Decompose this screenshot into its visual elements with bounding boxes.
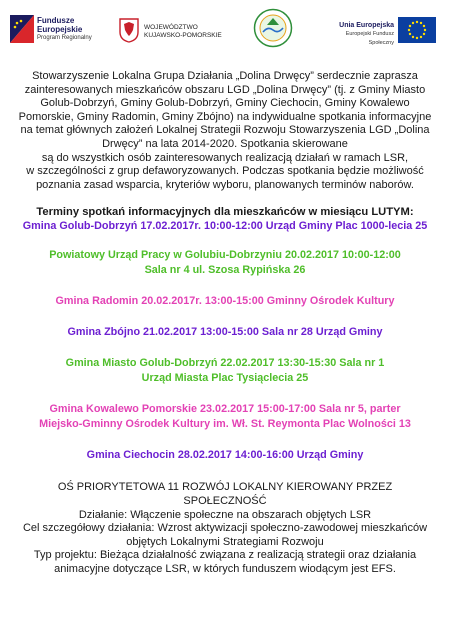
footer-line: Cel szczegółowy działania: Wzrost aktywizacji społeczno-zawodowej mieszkańców (22, 522, 428, 535)
intro-line: Golub-Dobrzyń, Gminy Golub-Dobrzyń, Gminy Ciechocin, Gminy Kowalewo (40, 97, 410, 110)
meetings-list (8, 219, 442, 463)
intro-line: Pomorskie, Gminy Radomin, Gminy Zbójno) na indywidualne spotkania informacyjne (18, 110, 432, 123)
meeting-line: Powiatowy Urząd Pracy w Golubiu-Dobrzyniu 20.02.2017 10:00-12:00 (49, 249, 401, 262)
meeting-line: Sala nr 4 ul. Szosa Rypińska 26 (144, 264, 306, 277)
intro-line: na temat głównych założeń Lokalnej Strategii Rozwoju Stowarzyszenia LGD „Dolina (20, 124, 430, 137)
meeting-line: Gmina Kowalewo Pomorskie 23.02.2017 15:00-17:00 Sala nr 5, parter (49, 403, 401, 416)
unia-europejska-logo (322, 16, 440, 44)
intro-line: Drwęcy” na lata 2014-2020. Spotkania skierowane (102, 137, 348, 150)
project-info (8, 481, 442, 576)
lgd-dolina-drwecy-badge (253, 8, 293, 48)
footer-line: objętych Lokalnymi Strategiami Rozwoju (126, 535, 324, 548)
meeting-item (8, 448, 442, 463)
meeting-line: Miejsko-Gminny Ośrodek Kultury im. Wł. St. Reymonta Plac Wolności 13 (39, 418, 411, 431)
ue-line1: Unia Europejska (339, 22, 394, 29)
meeting-item (8, 219, 442, 234)
footer-line: Typ projektu: Bieżąca działalność związana z realizacją strategii oraz działania (33, 549, 417, 562)
meeting-item (8, 356, 442, 386)
intro-paragraph (8, 70, 442, 192)
announcement (8, 70, 442, 577)
intro-line: w szczególności z grup defaworyzowanych. Podczas spotkania będzie możliwość (26, 165, 424, 178)
logo-bar (0, 0, 450, 62)
intro-line: zainteresowanych mieszkańców obszaru LGD „Dolina Drwęcy” (tj. z Gminy Miasto (24, 83, 426, 96)
footer-line: Działanie: Włączenie społeczne na obszarach objętych LSR (78, 508, 372, 521)
footer-line: animacyjne dotyczące LSR, w których funduszem wiodącym jest EFS. (54, 562, 396, 575)
meeting-line: Gmina Zbójno 21.02.2017 13:00-15:00 Sala nr 28 Urząd Gminy (67, 326, 383, 339)
meeting-item (8, 248, 442, 278)
wojewodztwo-line1: WOJEWÓDZTWO (144, 24, 198, 31)
meeting-line: Gmina Miasto Golub-Dobrzyń 22.02.2017 13:30-15:30 Sala nr 1 (65, 357, 385, 370)
fundusze-line2: Europejskie (37, 25, 83, 34)
intro-line: poznania zasad wsparcia, kryteriów wyboru, planowanych terminów naborów. (36, 178, 414, 191)
meeting-line: Gmina Ciechocin 28.02.2017 14:00-16:00 Urząd Gminy (86, 449, 364, 462)
fundusze-line3: Program Regionalny (37, 35, 92, 41)
crest-icon (119, 18, 139, 43)
intro-line: są do wszystkich osób zainteresowanych realizacją działań w ramach LSR, (41, 151, 409, 164)
meeting-item (8, 325, 442, 340)
fundusze-line1: Fundusze (37, 16, 75, 25)
intro-line: Stowarzyszenie Lokalna Grupa Działania „Dolina Drwęcy” serdecznie zaprasza (32, 70, 418, 82)
eu-flag-icon (398, 17, 436, 43)
meeting-line: Gmina Golub-Dobrzyń 17.02.2017r. 10:00-12:00 Urząd Gminy Plac 1000-lecia 25 (22, 220, 428, 233)
footer-line: SPOŁECZNOŚĆ (183, 494, 267, 507)
fundusze-europejskie-logo (10, 14, 114, 46)
meeting-line: Gmina Radomin 20.02.2017r. 13:00-15:00 Gminny Ośrodek Kultury (55, 295, 395, 308)
meeting-item (8, 294, 442, 309)
ue-line2: Europejski Fundusz Społeczny (345, 31, 394, 46)
meeting-line: Urząd Miasta Plac Tysiąclecia 25 (141, 372, 309, 385)
fundusze-europejskie-icon (10, 15, 34, 43)
meeting-item (8, 402, 442, 432)
footer-line: OŚ PRIORYTETOWA 11 ROZWÓJ LOKALNY KIEROWANY PRZEZ (57, 481, 393, 494)
meetings-heading: Terminy spotkań informacyjnych dla mieszkańców w miesiącu LUTYM: (36, 206, 414, 219)
wojewodztwo-line2: KUJAWSKO-POMORSKIE (144, 32, 222, 39)
wojewodztwo-logo (119, 18, 223, 46)
